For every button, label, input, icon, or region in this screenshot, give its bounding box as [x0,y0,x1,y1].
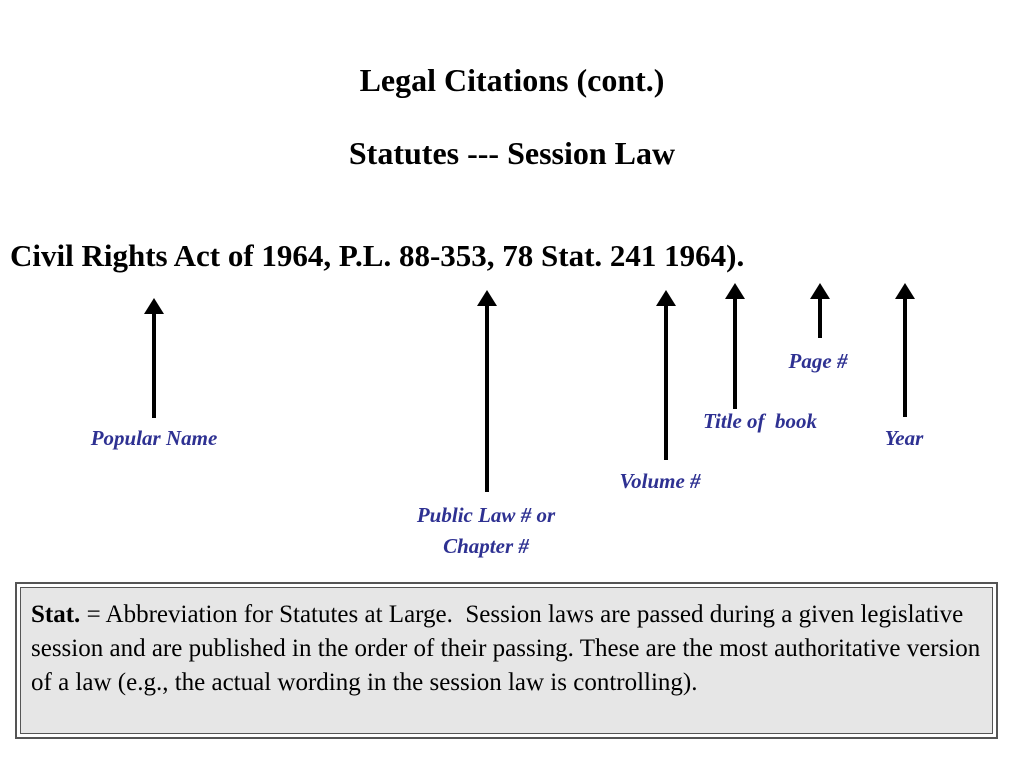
year-label: Year [884,426,924,450]
definition-text: = Abbreviation for Statutes at Large. Session laws are passed during a given legislative session and are published in the order of their passing. These are the most authoritative version of a law (e.g., the actual wording in the session law is controlling). [31,601,987,696]
citation-example: Civil Rights Act of 1964, P.L. 88-353, 78 Stat. 241 1964). [10,238,745,273]
arrow-shaft [485,304,489,492]
popular-name-arrow [144,298,164,418]
public-law-arrow [477,290,497,492]
year-arrow [895,283,915,417]
definition-term: Stat. [31,601,81,628]
public-law-label-line2: Chapter # [443,534,529,558]
definition-box [15,582,998,739]
definition-box-inner [20,587,993,734]
arrow-shaft [818,297,822,338]
arrow-shaft [903,297,907,417]
slide-subtitle: Statutes --- Session Law [348,135,676,171]
page-arrow [810,283,830,338]
arrow-shaft [733,297,737,409]
popular-name-label: Popular Name [90,426,218,450]
slide-title: Legal Citations (cont.) [359,62,665,98]
volume-label: Volume # [619,469,701,493]
public-law-label-line1: Public Law # or [416,503,556,527]
public-law-label [376,500,596,562]
page-label: Page # [788,349,848,373]
title-of-book-label: Title of book [702,409,818,433]
arrow-shaft [664,304,668,460]
title-of-book-arrow [725,283,745,409]
arrow-shaft [152,312,156,418]
